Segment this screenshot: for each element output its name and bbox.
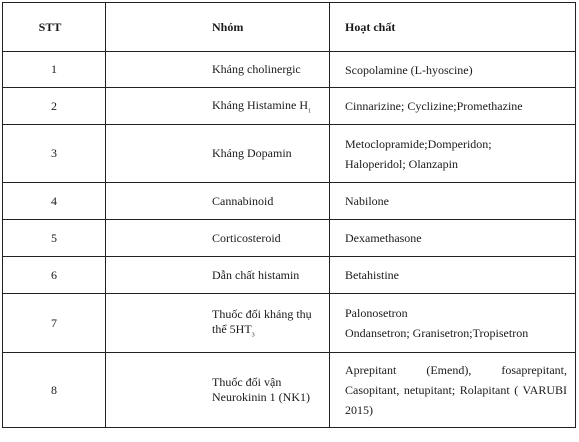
row-stt: 2 bbox=[3, 88, 106, 125]
group-subscript: 1 bbox=[307, 108, 311, 115]
active-line: Ondansetron; Granisetron;Tropisetron bbox=[345, 326, 529, 340]
row-stt: 3 bbox=[3, 125, 106, 183]
row-group: Kháng Dopamin bbox=[106, 125, 330, 183]
table-row bbox=[3, 257, 576, 294]
table-row bbox=[3, 294, 576, 353]
active-line: Betahistine bbox=[345, 268, 399, 282]
active-line: Dexamethasone bbox=[345, 231, 422, 245]
row-group: Cannabinoid bbox=[106, 183, 330, 220]
table-row bbox=[3, 88, 576, 125]
row-active bbox=[330, 88, 576, 125]
group-text: Kháng Histamine H bbox=[212, 97, 308, 112]
row-stt: 7 bbox=[3, 294, 106, 353]
header-active: Hoạt chất bbox=[330, 3, 576, 52]
row-active bbox=[330, 183, 576, 220]
active-line: Haloperidol; Olanzapin bbox=[345, 156, 458, 171]
row-active bbox=[330, 257, 576, 294]
header-stt: STT bbox=[3, 3, 106, 52]
drug-table bbox=[2, 2, 576, 428]
row-group bbox=[106, 88, 330, 125]
row-active bbox=[330, 220, 576, 257]
table-row bbox=[3, 220, 576, 257]
row-group: Thuốc đối vận Neurokinin 1 (NK1) bbox=[106, 353, 330, 428]
row-active bbox=[330, 125, 576, 183]
row-group: Corticosteroid bbox=[106, 220, 330, 257]
table-row bbox=[3, 52, 576, 88]
group-text: Thuốc đối kháng thụ thể 5HT bbox=[212, 307, 312, 337]
row-active bbox=[330, 294, 576, 353]
table-row bbox=[3, 353, 576, 428]
header-row bbox=[3, 3, 576, 52]
row-active bbox=[330, 353, 576, 428]
active-paragraph: Aprepitant (Emend), fosaprepitant, Casopitant, netupitant; Rolapitant ( VARUBI 2015) bbox=[345, 363, 567, 417]
row-stt: 4 bbox=[3, 183, 106, 220]
active-line: Nabilone bbox=[345, 194, 389, 208]
active-line: Metoclopramide;Domperidon; bbox=[345, 136, 492, 151]
row-active bbox=[330, 52, 576, 88]
header-group: Nhóm bbox=[106, 3, 330, 52]
row-stt: 8 bbox=[3, 353, 106, 428]
row-stt: 6 bbox=[3, 257, 106, 294]
row-stt: 1 bbox=[3, 52, 106, 88]
row-stt: 5 bbox=[3, 220, 106, 257]
active-line: Palonosetron bbox=[345, 306, 408, 320]
row-group: Kháng cholinergic bbox=[106, 52, 330, 88]
active-line: Cinnarizine; Cyclizine;Promethazine bbox=[345, 99, 523, 113]
table-row bbox=[3, 125, 576, 183]
active-line: Scopolamine (L-hyoscine) bbox=[345, 62, 473, 77]
row-group bbox=[106, 294, 330, 353]
row-group: Dẫn chất histamin bbox=[106, 257, 330, 294]
group-subscript: 3 bbox=[251, 332, 255, 339]
table-row bbox=[3, 183, 576, 220]
